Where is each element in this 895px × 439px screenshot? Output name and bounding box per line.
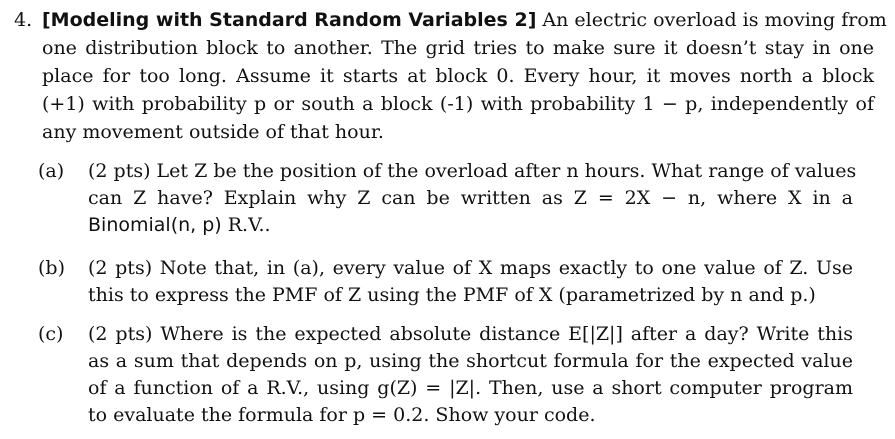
part-a-line-2: can Z have? Explain why Z can be written as Z = 2X − n, where X in a <box>88 187 853 209</box>
part-c-line-2: as a sum that depends on p, using the shortcut formula for the expected value <box>88 350 853 372</box>
binomial-notation: Binomial(n, p) <box>88 214 222 236</box>
intro-line-3: place for too long. Assume it starts at block 0. Every hour, it moves north a block <box>42 65 874 87</box>
problem-title: [Modeling with Standard Random Variables 2] <box>42 9 537 31</box>
part-b-label: (b) <box>38 257 65 279</box>
intro-line <box>14 90 874 118</box>
part-a <box>38 158 857 239</box>
intro-line <box>14 62 874 90</box>
problem-4 <box>14 6 887 146</box>
part-b-line-1: (2 pts) Note that, in (a), every value of X maps exactly to one value of Z. Use <box>88 257 853 279</box>
part-a-line-3-rest: R.V.. <box>221 214 271 236</box>
problem-number: 4. <box>14 9 33 31</box>
problem-parts <box>38 158 857 435</box>
problem-first-line <box>42 6 887 34</box>
part-a-line-1: (2 pts) Let Z be the position of the overload after n hours. What range of values <box>88 160 857 182</box>
part-c-line-3: of a function of a R.V., using g(Z) = |Z|. Then, use a short computer program <box>88 377 853 399</box>
part-b <box>38 255 853 309</box>
intro-line <box>14 118 874 146</box>
part-b-line-2: this to express the PMF of Z using the PMF of X (parametrized by n and p.) <box>88 284 816 306</box>
part-c-label: (c) <box>38 323 64 345</box>
intro-line <box>14 34 874 62</box>
part-a-line-3 <box>88 212 853 239</box>
part-c-line-1: (2 pts) Where is the expected absolute distance E[|Z|] after a day? Write this <box>88 323 853 345</box>
intro-line-5: any movement outside of that hour. <box>42 121 384 143</box>
problem-header-line <box>14 6 887 34</box>
part-c-line-4: to evaluate the formula for p = 0.2. Show your code. <box>88 404 596 426</box>
part-a-label: (a) <box>38 160 65 182</box>
intro-line-2: one distribution block to another. The grid tries to make sure it doesn’t stay in one <box>42 37 874 59</box>
intro-line-4: (+1) with probability p or south a block (-1) with probability 1 − p, independently of <box>42 93 874 115</box>
part-c <box>38 321 853 429</box>
intro-line-1: An electric overload is moving from <box>542 9 887 31</box>
